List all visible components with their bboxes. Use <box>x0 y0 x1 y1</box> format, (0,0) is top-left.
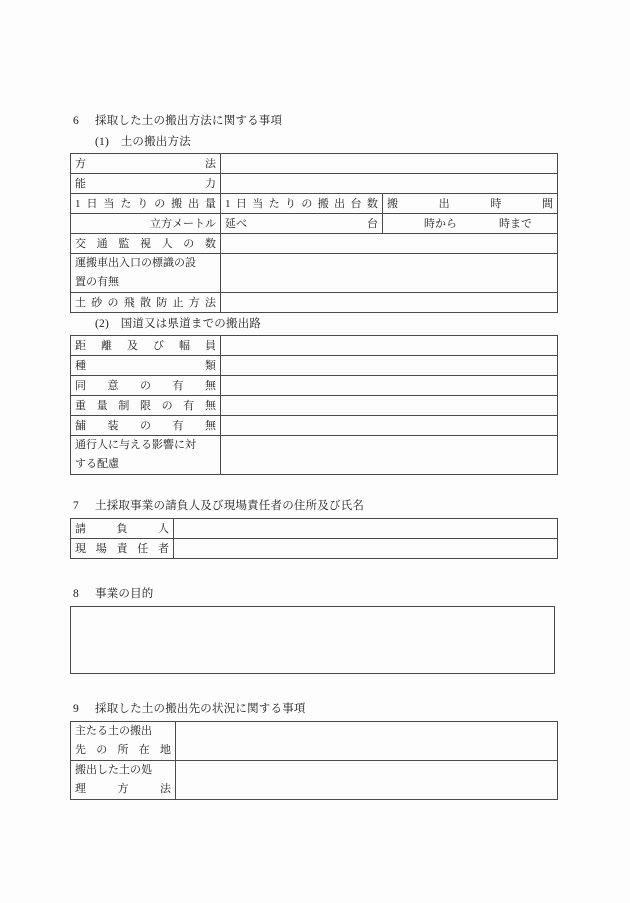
cell-vehicles-input[interactable] <box>221 214 383 234</box>
disposal-method-label-line1: 搬出した土の処 <box>75 764 152 776</box>
vehicles-input-text: 延べ 台 <box>225 217 378 230</box>
table-row <box>71 254 558 293</box>
cell-pedestrian-impact-value[interactable] <box>221 436 558 475</box>
table-row <box>71 336 558 356</box>
cell-method-value[interactable] <box>221 154 558 174</box>
cell-pavement-label <box>71 416 221 436</box>
cell-time-input[interactable] <box>383 214 558 234</box>
cell-dust-prevention-value[interactable] <box>221 293 558 313</box>
table-destination-status <box>70 721 558 800</box>
spacer <box>70 475 557 497</box>
table-row <box>71 722 558 761</box>
cell-disposal-method-value[interactable] <box>176 761 558 800</box>
form-content <box>70 112 557 800</box>
spacer <box>70 559 557 585</box>
destination-location-label-line1: 主たる土の搬出 <box>75 725 152 737</box>
cell-volume-unit[interactable] <box>71 214 221 234</box>
section-8-heading <box>70 585 557 606</box>
table-row <box>71 214 558 234</box>
section-6-sub2-heading: (2) 国道又は県道までの搬出路 <box>95 318 262 330</box>
business-purpose-textarea[interactable] <box>70 606 555 674</box>
traffic-monitors-label-text: 交 通 監 視 人 の 数 <box>75 237 216 250</box>
cell-road-type-label <box>71 356 221 376</box>
cell-consent-value[interactable] <box>221 376 558 396</box>
section-8-title: 事業の目的 <box>95 588 154 600</box>
pavement-label-text: 舗 装 の 有 無 <box>75 419 216 432</box>
distance-width-label-text: 距 離 及 び 幅 員 <box>75 339 216 352</box>
pedestrian-impact-label-line1: 通行人に与える影響に対 <box>75 439 196 451</box>
cell-method-label <box>71 154 221 174</box>
disposal-method-label-line2: 理 方 法 <box>75 783 171 795</box>
cell-capacity-label <box>71 174 221 194</box>
cell-distance-width-value[interactable] <box>221 336 558 356</box>
dust-prevention-label-text: 土 砂 の 飛 散 防 止 方 法 <box>75 296 216 309</box>
cell-contractor-value[interactable] <box>174 519 558 539</box>
table-row <box>71 293 558 313</box>
table-row <box>71 519 558 539</box>
road-type-label-text: 種 類 <box>75 359 216 372</box>
table-row <box>71 396 558 416</box>
cell-distance-width-label <box>71 336 221 356</box>
daily-volume-header-text: 1 日 当 た り の 搬 出 量 <box>75 197 216 210</box>
section-9-number: 9 <box>73 703 79 715</box>
table-row <box>71 761 558 800</box>
site-supervisor-label-text: 現 場 責 任 者 <box>75 542 169 555</box>
method-label-text: 方 法 <box>75 157 216 170</box>
cell-consent-label <box>71 376 221 396</box>
daily-vehicles-header-text: 1 日 当 た り の 搬 出 台 数 <box>225 197 378 210</box>
capacity-label-text: 能 力 <box>75 177 216 190</box>
cell-road-type-value[interactable] <box>221 356 558 376</box>
section-6-heading <box>70 112 557 133</box>
cell-disposal-method-label <box>71 761 176 800</box>
section-6-title: 採取した土の搬出方法に関する事項 <box>95 115 283 127</box>
cell-site-supervisor-value[interactable] <box>174 539 558 559</box>
section-7-title: 土採取事業の請負人及び現場責任者の住所及び氏名 <box>95 500 365 512</box>
cell-destination-location-value[interactable] <box>176 722 558 761</box>
table-row <box>71 539 558 559</box>
table-contractor-supervisor <box>70 518 558 559</box>
cell-contractor-label <box>71 519 174 539</box>
vehicle-sign-label-line2: 置の有無 <box>75 276 119 288</box>
section-7-number: 7 <box>73 500 79 512</box>
cell-weight-limit-value[interactable] <box>221 396 558 416</box>
section-9-heading <box>70 700 557 721</box>
destination-location-label-line2: 先 の 所 在 地 <box>75 744 171 756</box>
cell-daily-volume-header <box>71 194 221 214</box>
volume-unit-text: 立方メートル <box>150 217 216 230</box>
pedestrian-impact-label-line2: する配慮 <box>75 458 119 470</box>
table-row <box>71 376 558 396</box>
cell-daily-vehicles-header <box>221 194 383 214</box>
table-row <box>71 194 558 214</box>
table-row <box>71 234 558 254</box>
time-input-text: 時から 時まで <box>424 217 532 230</box>
spacer <box>70 674 557 700</box>
cell-weight-limit-label <box>71 396 221 416</box>
cell-dust-prevention-label <box>71 293 221 313</box>
cell-destination-location-label <box>71 722 176 761</box>
section-6-number: 6 <box>73 115 79 127</box>
section-8-number: 8 <box>73 588 79 600</box>
cell-pavement-value[interactable] <box>221 416 558 436</box>
section-9-title: 採取した土の搬出先の状況に関する事項 <box>95 703 306 715</box>
section-6-sub1-heading: (1) 土の搬出方法 <box>95 136 191 148</box>
cell-traffic-monitors-label <box>71 234 221 254</box>
table-row <box>71 356 558 376</box>
cell-capacity-value[interactable] <box>221 174 558 194</box>
table-row <box>71 416 558 436</box>
contractor-label-text: 請 負 人 <box>75 522 169 535</box>
cell-vehicle-sign-label <box>71 254 221 293</box>
cell-traffic-monitors-value[interactable] <box>221 234 558 254</box>
table-row <box>71 174 558 194</box>
table-row <box>71 154 558 174</box>
section-7-heading <box>70 497 557 518</box>
table-soil-removal-method <box>70 153 558 313</box>
cell-site-supervisor-label <box>71 539 174 559</box>
removal-time-header-text: 搬 出 時 間 <box>387 197 553 210</box>
cell-removal-time-header <box>383 194 558 214</box>
cell-pedestrian-impact-label <box>71 436 221 475</box>
table-row <box>71 436 558 475</box>
cell-vehicle-sign-value[interactable] <box>221 254 558 293</box>
weight-limit-label-text: 重 量 制 限 の 有 無 <box>75 399 216 412</box>
table-haul-route <box>70 335 558 475</box>
consent-label-text: 同 意 の 有 無 <box>75 379 216 392</box>
vehicle-sign-label-line1: 運搬車出入口の標識の設 <box>75 257 196 269</box>
